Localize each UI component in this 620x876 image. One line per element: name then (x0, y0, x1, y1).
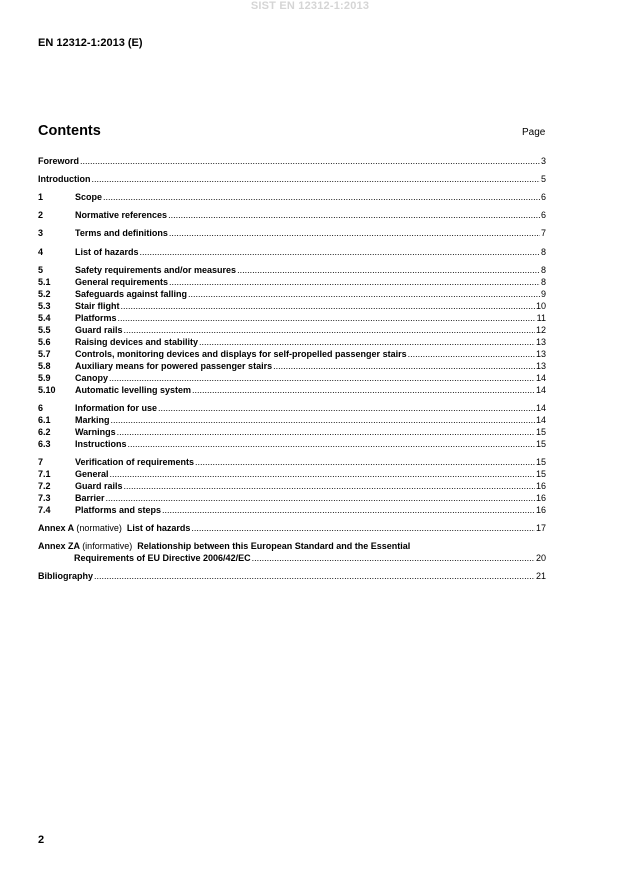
toc-entry-title: Platforms and steps (75, 505, 162, 515)
toc-entry-number: 5.2 (38, 289, 51, 299)
toc-entry-title: Marking (75, 415, 110, 425)
toc-entry-page: 8 (540, 265, 546, 275)
toc-leader-dots (252, 553, 535, 564)
toc-entry-title: Guard rails (75, 481, 123, 491)
toc-entry-title: General requirements (75, 277, 169, 287)
toc-entry-number: 7.1 (38, 469, 51, 479)
toc-entry-7-4[interactable] (38, 505, 546, 516)
toc-leader-dots (124, 481, 535, 492)
toc-entry-5-9[interactable] (38, 373, 546, 384)
toc-leader-dots (191, 523, 535, 534)
toc-entry-title: Canopy (75, 373, 109, 383)
toc-entry-title: Raising devices and stability (75, 337, 199, 347)
toc-entry-page: 17 (535, 523, 546, 533)
toc-entry-introduction[interactable] (38, 174, 546, 185)
toc-entry-page: 21 (535, 571, 546, 581)
toc-entry-title: Foreword (38, 156, 80, 166)
toc-leader-dots (162, 505, 535, 516)
page-number: 2 (38, 834, 45, 846)
toc-entry-page: 8 (540, 277, 546, 287)
toc-leader-dots (80, 156, 540, 167)
toc-leader-dots (192, 385, 535, 396)
toc-leader-dots (169, 277, 540, 288)
toc-entry-6-2[interactable] (38, 427, 546, 438)
toc-entry-number: 6.2 (38, 427, 51, 437)
toc-entry-number: 5.6 (38, 337, 51, 347)
contents-title: Contents (38, 123, 101, 139)
toc-leader-dots (103, 192, 540, 203)
toc-entry-title: Auxiliary means for powered passenger stairs (75, 361, 273, 371)
toc-entry-title: Bibliography (38, 571, 94, 581)
toc-entry-title: Information for use (75, 403, 158, 413)
toc-entry-5-4[interactable] (38, 313, 546, 324)
toc-entry-7-2[interactable] (38, 481, 546, 492)
toc-entry-page: 8 (540, 247, 546, 257)
toc-entry-page: 15 (535, 439, 546, 449)
toc-leader-dots (237, 265, 540, 276)
toc-entry-4[interactable] (38, 247, 546, 258)
toc-leader-dots (106, 493, 535, 504)
toc-leader-dots (128, 439, 535, 450)
toc-entry-title: Controls, monitoring devices and displays for self-propelled passenger stairs (75, 349, 407, 359)
toc-entry-annex-a[interactable] (38, 523, 546, 534)
toc-entry-title: Normative references (75, 210, 168, 220)
toc-entry-page: 14 (535, 403, 546, 413)
toc-entry-number: 6 (38, 403, 44, 413)
toc-entry-number: 7.2 (38, 481, 51, 491)
toc-entry-title: Instructions (75, 439, 127, 449)
toc-entry-page: 15 (535, 427, 546, 437)
toc-entry-title: List of hazards (75, 247, 139, 257)
toc-entry-5-2[interactable] (38, 289, 546, 300)
toc-entry-5[interactable] (38, 265, 546, 276)
toc-entry-title: Stair flight (75, 301, 120, 311)
toc-entry-page: 14 (535, 385, 546, 395)
toc-entry-title: Introduction (38, 174, 91, 184)
toc-entry-bibliography[interactable] (38, 571, 546, 582)
toc-entry-1[interactable] (38, 192, 546, 203)
toc-entry-page: 14 (535, 373, 546, 383)
toc-entry-page: 6 (540, 192, 546, 202)
toc-leader-dots (408, 349, 535, 360)
toc-entry-page: 7 (540, 228, 546, 238)
toc-entry-5-7[interactable] (38, 349, 546, 360)
annex-title-line2: Requirements of EU Directive 2006/42/EC (74, 553, 251, 563)
toc-entry-page: 13 (535, 349, 546, 359)
toc-entry-page: 3 (540, 156, 546, 166)
toc-entry-title: Safety requirements and/or measures (75, 265, 237, 275)
toc-entry-page: 6 (540, 210, 546, 220)
toc-entry-title: Platforms (75, 313, 117, 323)
toc-entry-5-6[interactable] (38, 337, 546, 348)
toc-entry-annex-za-line2[interactable] (74, 553, 546, 564)
toc-entry-page: 14 (535, 415, 546, 425)
toc-entry-5-3[interactable] (38, 301, 546, 312)
toc-entry-6-3[interactable] (38, 439, 546, 450)
toc-entry-number: 3 (38, 228, 44, 238)
toc-entry-page: 5 (540, 174, 546, 184)
toc-entry-page: 13 (535, 337, 546, 347)
toc-entry-6[interactable] (38, 403, 546, 414)
toc-leader-dots (158, 403, 535, 414)
toc-entry-5-10[interactable] (38, 385, 546, 396)
toc-entry-number: 6.1 (38, 415, 51, 425)
toc-entry-annex-za-line1[interactable] (38, 541, 410, 552)
toc-entry-number: 7 (38, 457, 44, 467)
toc-entry-page: 10 (535, 301, 546, 311)
toc-entry-page: 16 (535, 481, 546, 491)
toc-leader-dots (124, 325, 535, 336)
toc-leader-dots (169, 228, 540, 239)
annex-title-line1: Relationship between this European Standard and the Essential (137, 541, 411, 551)
toc-entry-5-1[interactable] (38, 277, 546, 288)
toc-entry-number: 5.4 (38, 313, 51, 323)
toc-entry-page: 16 (535, 493, 546, 503)
toc-leader-dots (110, 469, 535, 480)
toc-entry-title: Automatic levelling system (75, 385, 192, 395)
toc-entry-number: 1 (38, 192, 44, 202)
toc-entry-title: Verification of requirements (75, 457, 195, 467)
toc-entry-7[interactable] (38, 457, 546, 468)
page-column-label: Page (522, 127, 546, 138)
toc-leader-dots (188, 289, 540, 300)
toc-leader-dots (117, 427, 535, 438)
toc-entry-number: 5.10 (38, 385, 56, 395)
toc-entry-page: 15 (535, 469, 546, 479)
toc-entry-title: Barrier (75, 493, 105, 503)
toc-entry-5-8[interactable] (38, 361, 546, 372)
toc-entry-2[interactable] (38, 210, 546, 221)
toc-entry-number: 6.3 (38, 439, 51, 449)
toc-entry-5-5[interactable] (38, 325, 546, 336)
toc-entry-7-3[interactable] (38, 493, 546, 504)
toc-leader-dots (168, 210, 540, 221)
toc-entry-foreword[interactable] (38, 156, 546, 167)
toc-entry-number: 7.4 (38, 505, 51, 515)
toc-entry-page: 16 (535, 505, 546, 515)
toc-entry-title: Terms and definitions (75, 228, 168, 238)
toc-leader-dots (121, 301, 535, 312)
toc-leader-dots (195, 457, 535, 468)
toc-leader-dots (140, 247, 540, 258)
toc-entry-number: 5.5 (38, 325, 51, 335)
toc-entry-number: 7.3 (38, 493, 51, 503)
toc-entry-3[interactable] (38, 228, 546, 239)
toc-entry-title: General (75, 469, 109, 479)
toc-entry-number: 5.7 (38, 349, 51, 359)
toc-entry-number: 2 (38, 210, 44, 220)
toc-leader-dots (118, 313, 536, 324)
annex-type: (informative) (82, 541, 133, 551)
toc-entry-number: 5.3 (38, 301, 51, 311)
watermark: SIST EN 12312-1:2013 (250, 0, 370, 12)
toc-entry-page: 12 (535, 325, 546, 335)
toc-entry-number: 5 (38, 265, 44, 275)
annex-label: Annex A (38, 523, 74, 533)
toc-entry-page: 9 (540, 289, 546, 299)
toc-entry-title: Safeguards against falling (75, 289, 188, 299)
annex-label: Annex ZA (38, 541, 80, 551)
toc-entry-7-1[interactable] (38, 469, 546, 480)
toc-entry-number: 5.8 (38, 361, 51, 371)
toc-leader-dots (273, 361, 535, 372)
toc-entry-6-1[interactable] (38, 415, 546, 426)
toc-entry-title: Scope (75, 192, 103, 202)
toc-leader-dots (94, 571, 535, 582)
toc-entry-number: 5.9 (38, 373, 51, 383)
annex-type: (normative) (76, 523, 122, 533)
toc-leader-dots (92, 174, 540, 185)
document-id: EN 12312-1:2013 (E) (38, 37, 143, 49)
toc-leader-dots (109, 373, 535, 384)
toc-entry-page: 11 (536, 313, 546, 323)
toc-entry-page: 20 (535, 553, 546, 563)
toc-entry-title: Guard rails (75, 325, 123, 335)
toc-entry-page: 13 (535, 361, 546, 371)
toc-leader-dots (111, 415, 535, 426)
toc-entry-number: 5.1 (38, 277, 51, 287)
toc-entry-title: Warnings (75, 427, 116, 437)
toc-leader-dots (199, 337, 535, 348)
annex-title: List of hazards (126, 523, 191, 533)
toc-entry-page: 15 (535, 457, 546, 467)
toc-entry-number: 4 (38, 247, 44, 257)
toc-entry-title (38, 523, 190, 534)
